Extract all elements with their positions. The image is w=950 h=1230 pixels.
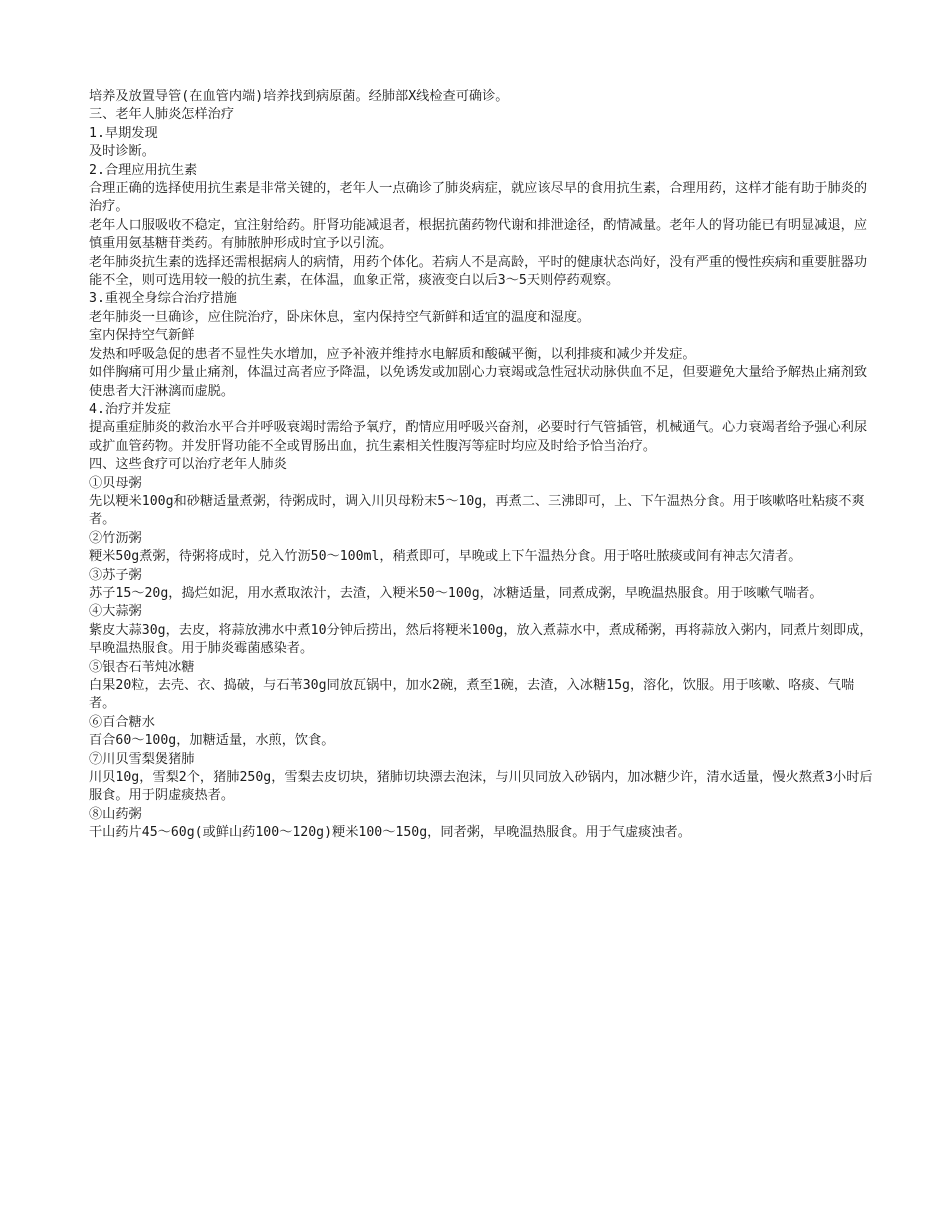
subsection-heading: 3.重视全身综合治疗措施 <box>89 291 237 307</box>
text-line: 培养及放置导管(在血管内端)培养找到病原菌。经肺部X线检查可确诊。 <box>89 89 509 104</box>
recipe-title: ④大蒜粥 <box>89 604 142 620</box>
recipe-title: ⑥百合糖水 <box>89 714 155 730</box>
paragraph: 老年人口服吸收不稳定，宜注射给药。肝肾功能减退者，根据抗菌药物代谢和排泄途径，酌情减量。老年人的肾功能已有明显减退，应慎重用氨基糖苷类药。有肺脓肿形成时宜予以引流。 <box>89 217 868 252</box>
recipe-description: 百合60～100g，加糖适量，水煎，饮食。 <box>89 733 335 749</box>
document-body <box>89 88 879 843</box>
section-heading: 三、老年人肺炎怎样治疗 <box>89 107 235 123</box>
recipe-description: 川贝10g，雪梨2个，猪肺250g，雪梨去皮切块，猪肺切块漂去泡沫，与川贝同放入砂锅内，加冰糖少许，清水适量，慢火熬煮3小时后服食。用于阴虚痰热者。 <box>89 770 873 804</box>
paragraph: 合理正确的选择使用抗生素是非常关键的，老年人一点确诊了肺炎病症，就应该尽早的食用抗生素，合理用药，这样才能有助于肺炎的治疗。 <box>89 181 868 215</box>
recipe-title: ⑧山药粥 <box>89 806 142 822</box>
section-heading: 四、这些食疗可以治疗老年人肺炎 <box>89 457 287 473</box>
recipe-title: ③苏子粥 <box>89 567 142 583</box>
text-line: 及时诊断。 <box>89 144 155 160</box>
recipe-title: ②竹沥粥 <box>89 530 142 546</box>
recipe-description: 白果20粒，去壳、衣、捣破，与石苇30g同放瓦锅中，加水2碗，煮至1碗，去渣，入冰糖15g，溶化，饮服。用于咳嗽、咯痰、气喘者。 <box>89 678 855 712</box>
paragraph: 老年肺炎一旦确诊，应住院治疗，卧床休息，室内保持空气新鲜和适宜的温度和湿度。 <box>89 309 591 325</box>
recipe-title: ①贝母粥 <box>89 475 142 491</box>
text-line: 室内保持空气新鲜 <box>89 328 195 344</box>
subsection-heading: 4.治疗并发症 <box>89 401 171 417</box>
recipe-description: 粳米50g煮粥，待粥将成时，兑入竹沥50～100ml，稍煮即可，早晚或上下午温热分食。用于咯吐脓痰或间有神志欠清者。 <box>89 549 802 565</box>
paragraph: 老年肺炎抗生素的选择还需根据病人的病情，用药个体化。若病人不是高龄，平时的健康状态尚好，没有严重的慢性疾病和重要脏器功能不全，则可选用较一般的抗生素，在体温，血象正常，痰液变白以后3～5天则停药观察。 <box>89 254 868 289</box>
recipe-description: 干山药片45～60g(或鲜山药100～120g)粳米100～150g，同者粥，早晚温热服食。用于气虚痰浊者。 <box>89 825 691 841</box>
subsection-heading: 2.合理应用抗生素 <box>89 162 198 178</box>
subsection-heading: 1.早期发现 <box>89 125 158 141</box>
recipe-description: 苏子15～20g，捣烂如泥，用水煮取浓汁，去渣，入粳米50～100g，冰糖适量，同煮成粥，早晚温热服食。用于咳嗽气喘者。 <box>89 585 823 601</box>
recipe-title: ⑤银杏石苇炖冰糖 <box>89 659 195 675</box>
recipe-description: 紫皮大蒜30g，去皮，将蒜放沸水中煮10分钟后捞出，然后将粳米100g，放入煮蒜水中，煮成稀粥，再将蒜放入粥内，同煮片刻即成，早晚温热服食。用于肺炎霉菌感染者。 <box>89 622 873 657</box>
paragraph: 提高重症肺炎的救治水平合并呼吸衰竭时需给予氧疗，酌情应用呼吸兴奋剂，必要时行气管插管，机械通气。心力衰竭者给予强心利尿或扩血管药物。并发肝肾功能不全或胃肠出血，抗生素相关性腹泻等症时均应及时给予恰当治疗。 <box>89 420 868 454</box>
recipe-title: ⑦川贝雪梨煲猪肺 <box>89 751 195 767</box>
paragraph: 如伴胸痛可用少量止痛剂，体温过高者应予降温，以免诱发或加剧心力衰竭或急性冠状动脉供血不足，但要避免大量给予解热止痛剂致使患者大汗淋漓而虚脱。 <box>89 365 868 399</box>
paragraph: 发热和呼吸急促的患者不显性失水增加，应予补液并维持水电解质和酸碱平衡，以利排痰和减少并发症。 <box>89 346 696 362</box>
recipe-description: 先以粳米100g和砂糖适量煮粥，待粥成时，调入川贝母粉末5～10g，再煮二、三沸即可，上、下午温热分食。用于咳嗽咯吐粘痰不爽者。 <box>89 493 865 528</box>
